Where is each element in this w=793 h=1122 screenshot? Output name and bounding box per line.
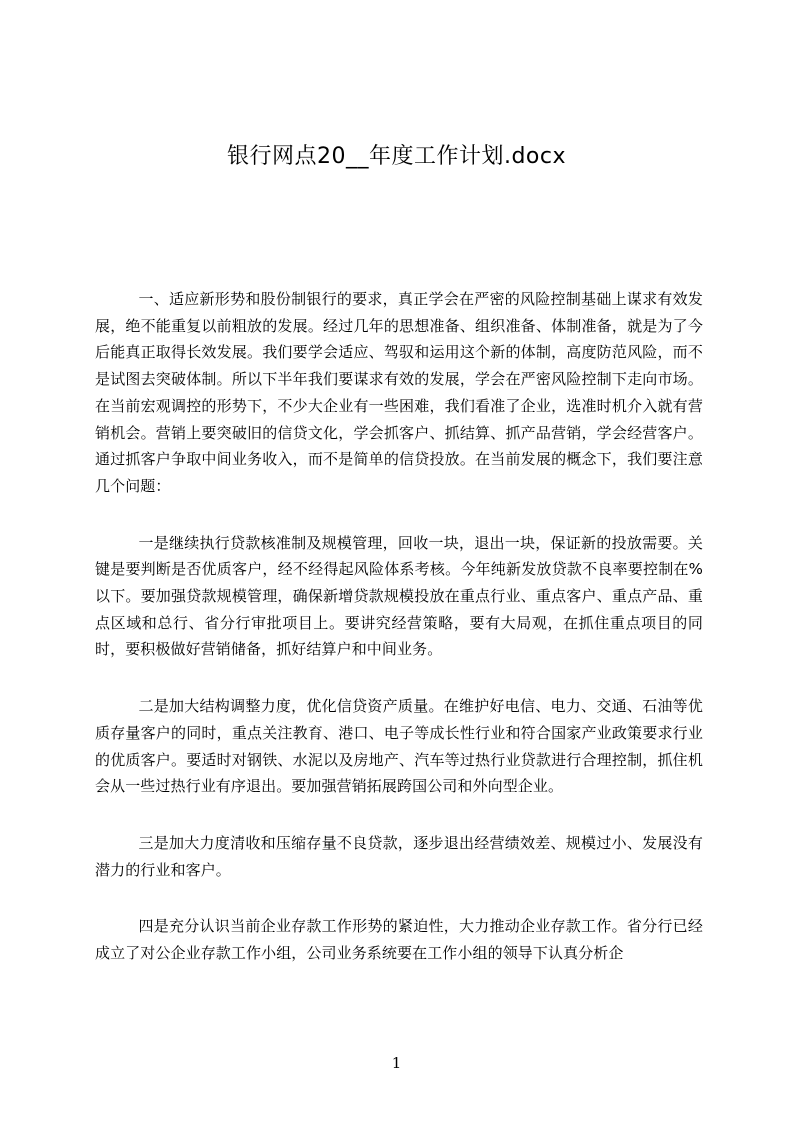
paragraph-3: 二是加大结构调整力度，优化信贷资产质量。在维护好电信、电力、交通、石油等优质存量客户的同时，重点关注教育、港口、电子等成长性行业和符合国家产业政策要求行业的优质客户。要适时对钢铁、水泥以及房地产、汽车等过热行业贷款进行合理控制，抓住机会从一些过热行业有序退出。要加强营销拓展跨国公司和外向型企业。 xyxy=(95,697,703,796)
document-title: 银行网点20__年度工作计划.docx xyxy=(226,144,567,169)
paragraph-5: 四是充分认识当前企业存款工作形势的紧迫性，大力推动企业存款工作。省分行已经成立了对公企业存款工作小组，公司业务系统要在工作小组的领导下认真分析企 xyxy=(95,917,703,963)
document-body xyxy=(95,286,703,997)
paragraph-4: 三是加大力度清收和压缩存量不良贷款，逐步退出经营绩效差、规模过小、发展没有潜力的行业和客户。 xyxy=(95,833,703,879)
paragraph-1: 一、适应新形势和股份制银行的要求，真正学会在严密的风险控制基础上谋求有效发展，绝不能重复以前粗放的发展。经过几年的思想准备、组织准备、体制准备，就是为了今后能真正取得长效发展。我们要学会适应、驾驭和运用这个新的体制，高度防范风险，而不是试图去突破体制。所以下半年我们要谋求有效的发展，学会在严密风险控制下走向市场。在当前宏观调控的形势下，不少大企业有一些困难，我们看准了企业，选准时机介入就有营销机会。营销上要突破旧的信贷文化，学会抓客户、抓结算、抓产品营销，学会经营客户。通过抓客户争取中间业务收入，而不是简单的信贷投放。在当前发展的概念下，我们要注意几个问题： xyxy=(95,290,703,495)
paragraph-2: 一是继续执行贷款核准制及规模管理，回收一块，退出一块，保证新的投放需要。关键是要判断是否优质客户，经不经得起风险体系考核。今年纯新发放贷款不良率要控制在%以下。要加强贷款规模管理，确保新增贷款规模投放在重点行业、重点客户、重点产品、重点区域和总行、省分行审批项目上。要讲究经营策略，要有大局观，在抓住重点项目的同时，要积极做好营销储备，抓好结算户和中间业务。 xyxy=(95,533,703,659)
page-number: 1 xyxy=(391,1054,402,1072)
